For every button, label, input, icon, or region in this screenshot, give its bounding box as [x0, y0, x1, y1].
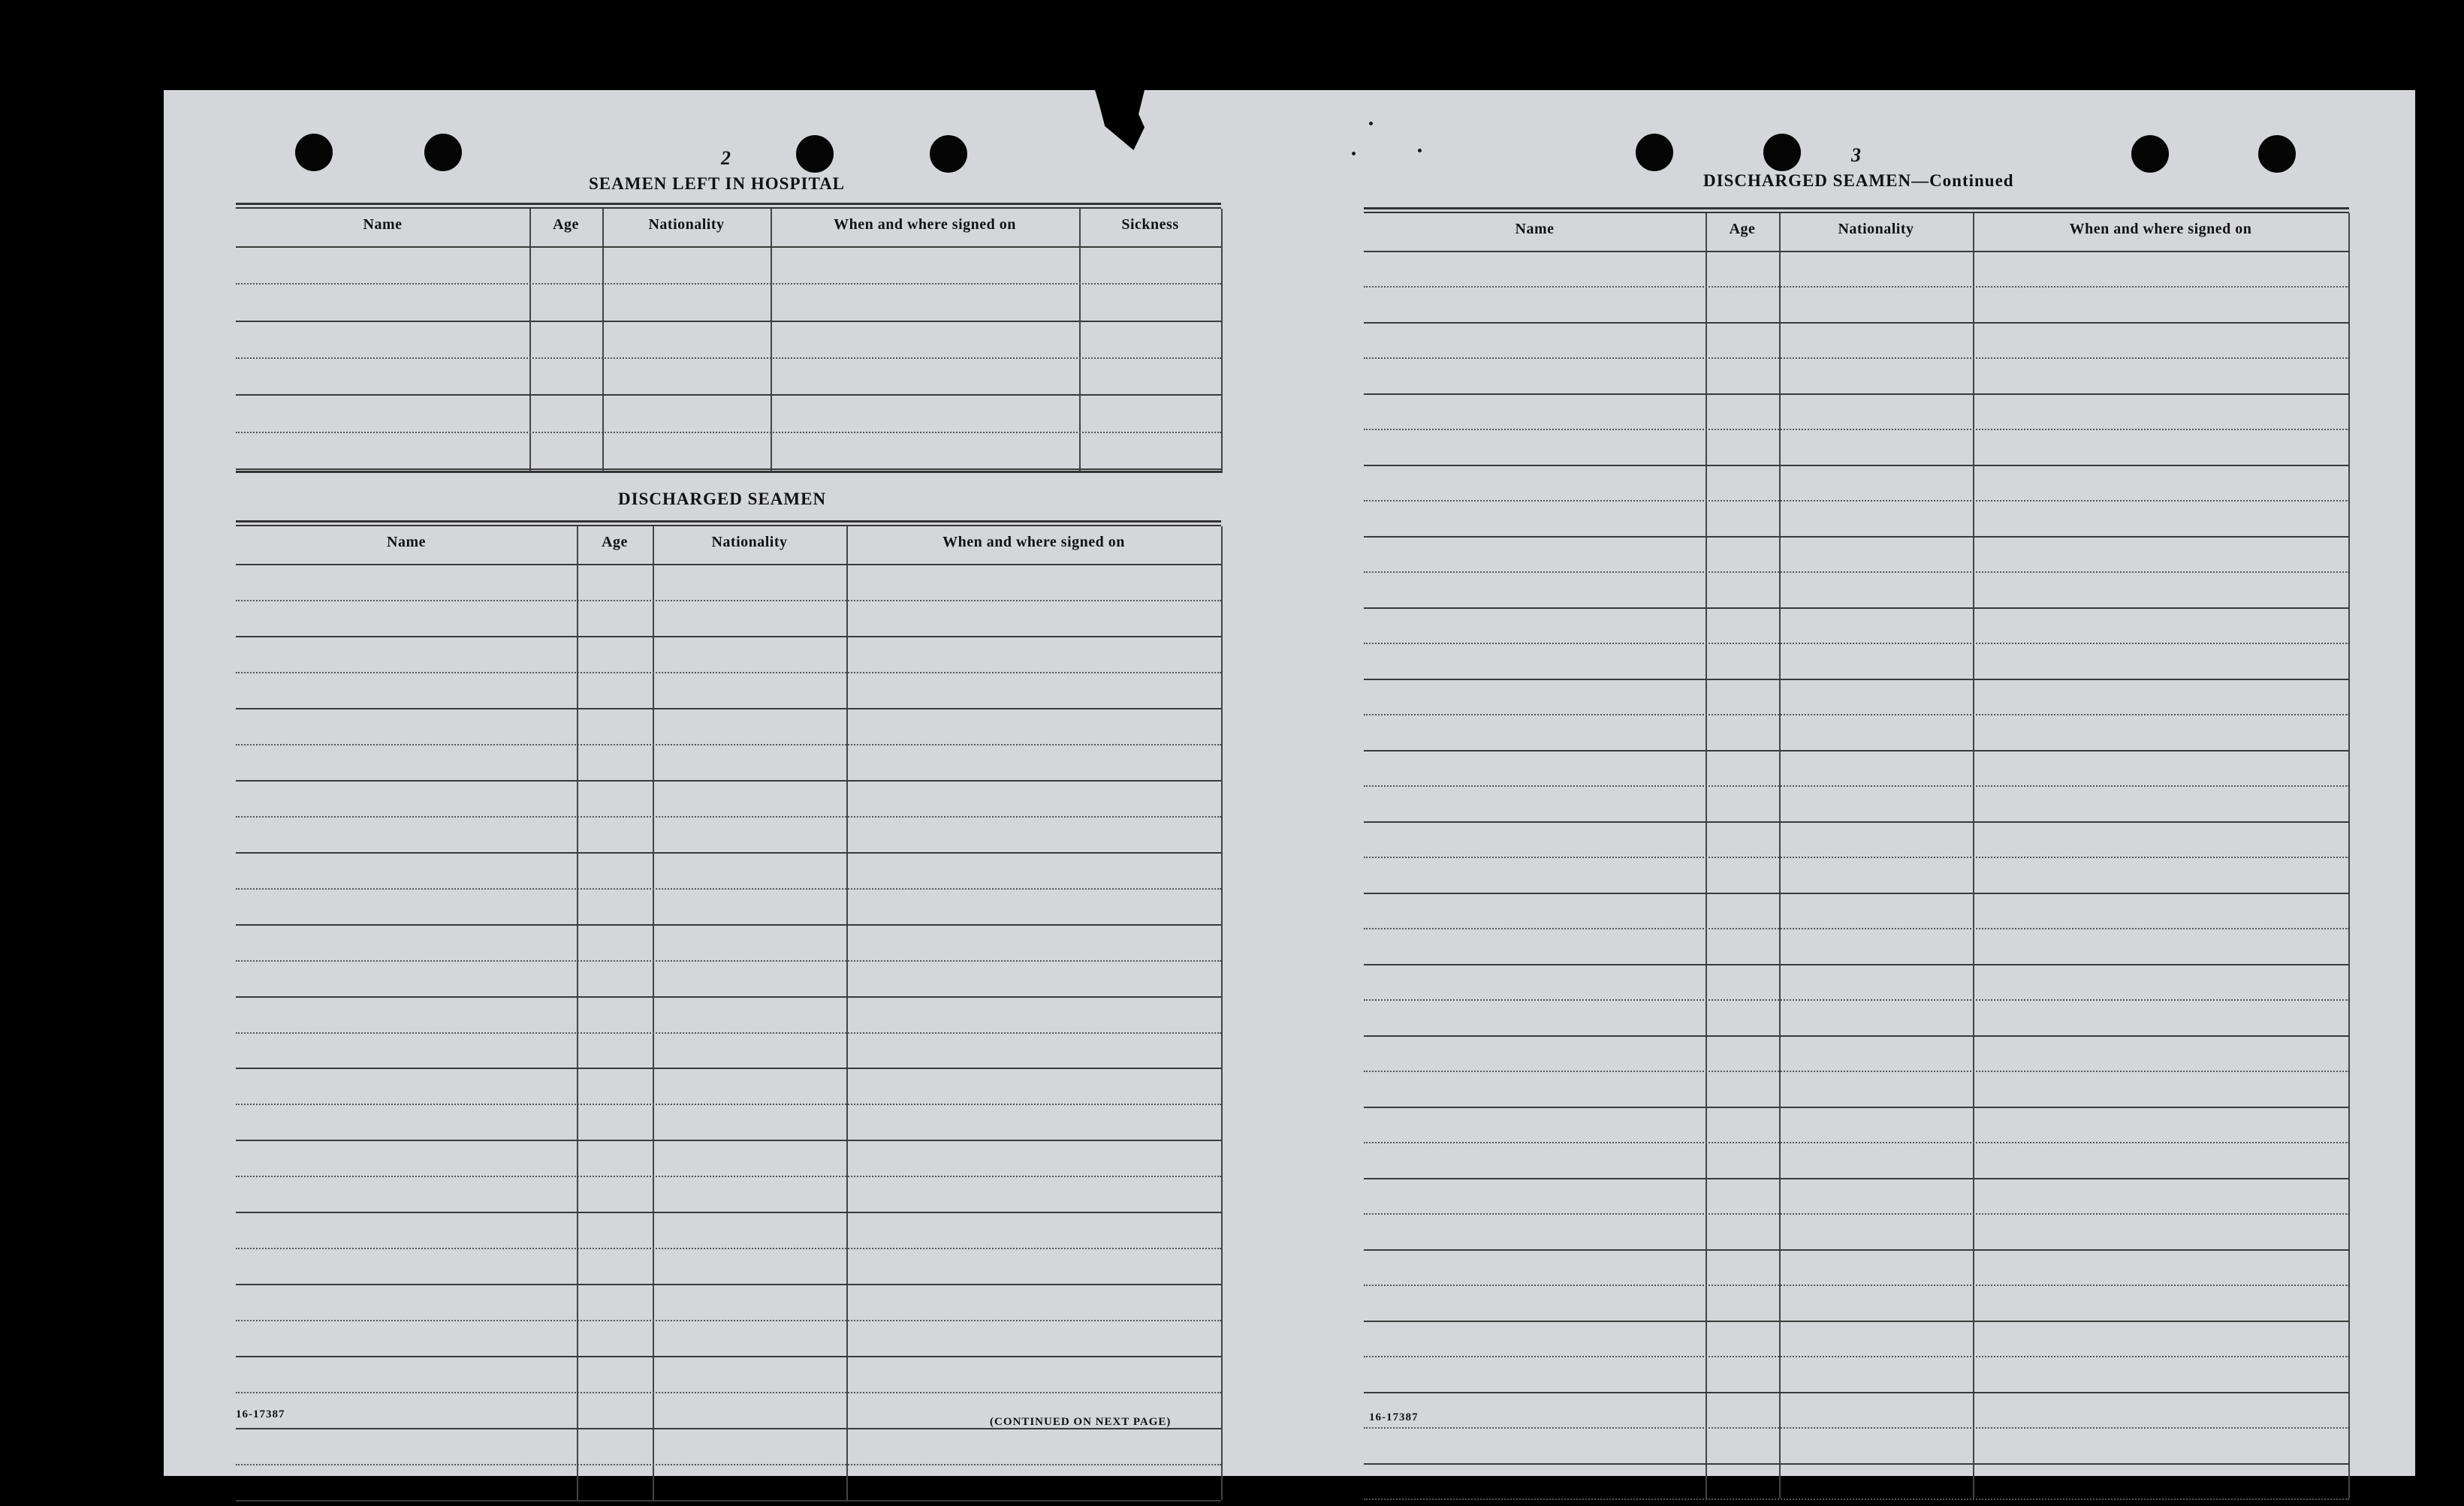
- punch-hole: [1636, 134, 1673, 171]
- row-rule: [1364, 607, 2349, 609]
- row-rule: [236, 960, 1221, 962]
- row-rule: [1364, 251, 2349, 252]
- column-header: When and where signed on: [2069, 221, 2252, 237]
- bottom-rule: [236, 471, 1221, 473]
- row-rule: [236, 1140, 1221, 1141]
- punch-hole: [424, 134, 462, 171]
- column-header: Age: [1729, 221, 1756, 237]
- column-header: Nationality: [648, 216, 725, 233]
- row-rule: [236, 357, 1221, 359]
- column-header: Nationality: [711, 534, 788, 550]
- row-rule: [1364, 1498, 2349, 1500]
- table-column: [1779, 213, 1974, 1498]
- column-header: Name: [363, 216, 403, 233]
- row-rule: [1364, 1392, 2349, 1393]
- column-header: Age: [602, 534, 628, 550]
- punch-hole: [2131, 135, 2169, 173]
- double-rule: [236, 520, 1221, 526]
- column-header: Nationality: [1838, 221, 1914, 237]
- row-rule: [1364, 1356, 2349, 1357]
- row-rule: [236, 1212, 1221, 1213]
- row-rule: [236, 468, 1221, 470]
- row-rule: [1364, 1213, 2349, 1215]
- row-rule: [1364, 785, 2349, 787]
- table-column: [529, 209, 604, 473]
- row-rule: [236, 816, 1221, 818]
- row-rule: [1364, 821, 2349, 823]
- continued-note: (CONTINUED ON NEXT PAGE): [990, 1416, 1172, 1428]
- row-rule: [1364, 714, 2349, 715]
- hospital-section-title: SEAMEN LEFT IN HOSPITAL: [589, 174, 846, 193]
- table-column: [771, 209, 1081, 473]
- row-rule: [1364, 357, 2349, 359]
- left-form-number: 16-17387: [236, 1408, 285, 1420]
- row-rule: [236, 283, 1221, 285]
- row-rule: [236, 780, 1221, 782]
- row-rule: [1364, 500, 2349, 501]
- row-rule: [1364, 1427, 2349, 1429]
- table-column: [1364, 213, 1707, 1498]
- row-rule: [1364, 964, 2349, 965]
- table-column: [236, 209, 531, 473]
- ledger-sheet: [164, 90, 2415, 1476]
- row-rule: [1364, 750, 2349, 751]
- punch-hole: [1763, 134, 1801, 171]
- discharged-table-right: [1364, 207, 2349, 1498]
- row-rule: [1364, 429, 2349, 430]
- row-rule: [236, 708, 1221, 709]
- row-rule: [1364, 679, 2349, 680]
- hospital-table: [236, 203, 1221, 473]
- row-rule: [1364, 286, 2349, 288]
- table-column: [602, 209, 772, 473]
- row-rule: [1364, 393, 2349, 395]
- row-rule: [236, 1068, 1221, 1069]
- row-rule: [1364, 1142, 2349, 1143]
- row-rule: [236, 1176, 1221, 1177]
- row-rule: [236, 1392, 1221, 1393]
- column-header: When and where signed on: [834, 216, 1016, 233]
- table-column: [1079, 209, 1223, 473]
- column-header: Age: [553, 216, 579, 233]
- double-rule: [1364, 207, 2349, 213]
- speck: [1418, 149, 1422, 152]
- row-rule: [1364, 465, 2349, 466]
- torn-edge: [1095, 90, 1145, 150]
- row-rule: [236, 888, 1221, 890]
- row-rule: [1364, 928, 2349, 929]
- speck: [1352, 152, 1356, 155]
- row-rule: [236, 672, 1221, 673]
- row-rule: [236, 636, 1221, 637]
- row-rule: [1364, 1035, 2349, 1037]
- row-rule: [1364, 1321, 2349, 1322]
- row-rule: [236, 744, 1221, 745]
- speck: [1369, 122, 1373, 125]
- row-rule: [236, 852, 1221, 854]
- row-rule: [236, 1104, 1221, 1105]
- double-rule: [236, 203, 1221, 209]
- table-column: [1973, 213, 2350, 1498]
- row-rule: [236, 432, 1221, 433]
- row-rule: [236, 924, 1221, 926]
- row-rule: [1364, 857, 2349, 858]
- column-header: Name: [1515, 221, 1555, 237]
- row-rule: [236, 1284, 1221, 1285]
- table-column: [1705, 213, 1781, 1498]
- row-rule: [1364, 1071, 2349, 1072]
- row-rule: [1364, 643, 2349, 644]
- discharged-section-title: DISCHARGED SEAMEN: [618, 489, 827, 508]
- row-rule: [236, 1320, 1221, 1321]
- left-page-number: 2: [721, 147, 731, 169]
- row-rule: [1364, 536, 2349, 538]
- row-rule: [236, 321, 1221, 322]
- column-header: Name: [387, 534, 426, 550]
- row-rule: [236, 1248, 1221, 1249]
- punch-hole: [2258, 135, 2296, 173]
- row-rule: [236, 1032, 1221, 1034]
- punch-hole: [796, 135, 834, 173]
- row-rule: [236, 1356, 1221, 1357]
- punch-hole: [295, 134, 333, 171]
- column-header: Sickness: [1121, 216, 1179, 233]
- row-rule: [1364, 1178, 2349, 1179]
- row-rule: [1364, 571, 2349, 573]
- column-header: When and where signed on: [942, 534, 1125, 550]
- row-rule: [1364, 893, 2349, 894]
- row-rule: [1364, 1249, 2349, 1251]
- discharged-table-left: [236, 520, 1221, 1500]
- row-rule: [1364, 1285, 2349, 1286]
- row-rule: [236, 1464, 1221, 1465]
- row-rule: [1364, 999, 2349, 1001]
- row-rule: [1364, 1107, 2349, 1108]
- row-rule: [1364, 322, 2349, 324]
- punch-hole: [930, 135, 967, 173]
- row-rule: [1364, 1463, 2349, 1465]
- row-rule: [236, 996, 1221, 998]
- right-page-number: 3: [1851, 144, 1862, 166]
- row-rule: [236, 1500, 1221, 1501]
- row-rule: [236, 246, 1221, 248]
- row-rule: [236, 600, 1221, 601]
- row-rule: [236, 564, 1221, 565]
- row-rule: [236, 394, 1221, 396]
- right-form-number: 16-17387: [1369, 1411, 1419, 1423]
- discharged-continued-title: DISCHARGED SEAMEN—Continued: [1703, 171, 2014, 190]
